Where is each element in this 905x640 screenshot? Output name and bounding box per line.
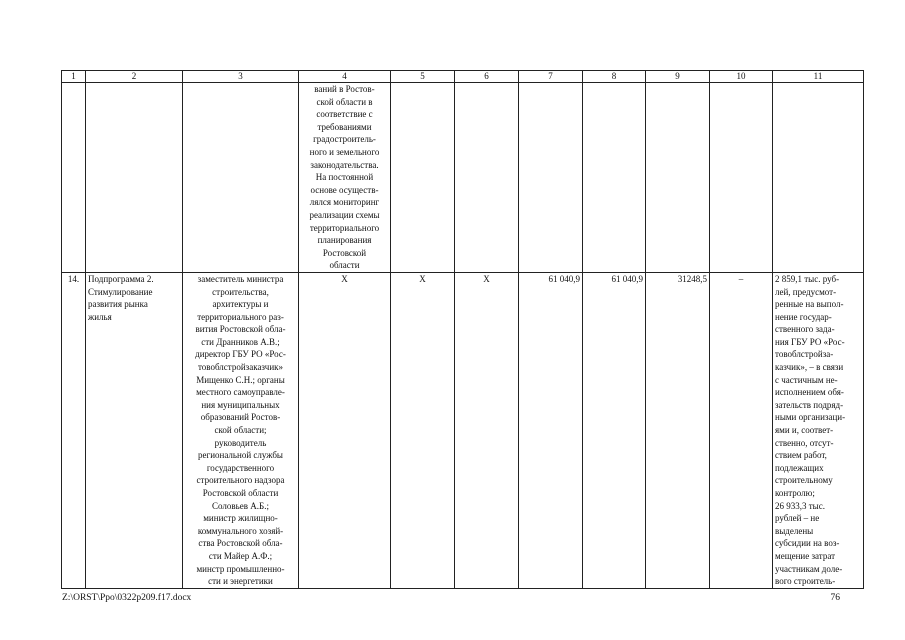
cell-col-7: 61 040,9 — [519, 272, 583, 588]
cell-col-6: Х — [455, 272, 519, 588]
cell-empty — [391, 83, 455, 273]
table-row-continuation — [62, 83, 864, 273]
header-cell-8: 8 — [583, 71, 646, 83]
cell-row-number: 14. — [62, 272, 86, 588]
cell-responsible: заместитель министра строительства, архитектуры и территориального раз- вития Ростовской обла- сти Дранников А.В.; директор ГБУ РО «Рос- товоблстройзаказчик» Мищенко С.Н.; органы местного самоуправле- ния муниципальных образований Ростов- ской области; руководитель региональной службы государственного строительного надзора Ростовской области Соловьев А.Б.; министр жилищно- коммунального хозяй- ства Ростовской обла- сти Майер А.Ф.; минстр промышленно- сти и энергетики — [183, 272, 299, 588]
header-cell-9: 9 — [646, 71, 710, 83]
header-cell-7: 7 — [519, 71, 583, 83]
header-row — [62, 71, 864, 83]
cell-col-10: – — [710, 272, 773, 588]
cell-col-5: Х — [391, 272, 455, 588]
footer-page-number: 76 — [830, 593, 840, 603]
header-cell-1: 1 — [62, 71, 86, 83]
cell-col-8: 61 040,9 — [583, 272, 646, 588]
header-cell-5: 5 — [391, 71, 455, 83]
cell-col-9: 31248,5 — [646, 272, 710, 588]
header-cell-10: 10 — [710, 71, 773, 83]
cell-empty — [646, 83, 710, 273]
header-cell-11: 11 — [773, 71, 864, 83]
cell-empty — [773, 83, 864, 273]
cell-empty — [710, 83, 773, 273]
header-cell-2: 2 — [86, 71, 183, 83]
footer-file-path: Z:\ORST\Ppo\0322p209.f17.docx — [62, 593, 192, 603]
cell-program-name: Подпрограмма 2. Стимулирование развития рынка жилья — [86, 272, 183, 588]
cell-empty — [583, 83, 646, 273]
header-cell-6: 6 — [455, 71, 519, 83]
cell-empty — [183, 83, 299, 273]
cell-col-11: 2 859,1 тыс. руб- лей, предусмот- ренные на выпол- нение государ- ственного зада- ния ГБУ РО «Рос- товоблстройза- казчик», – в связи с частичным не- исполнением обя- зательств подряд- ными организаци- ями и, соответ- ственно, отсут- ствием работ, подлежащих строительному контролю; 26 933,3 тыс. рублей – не выделены субсидии на воз- мещение затрат участникам доле- вого строитель- — [773, 272, 864, 588]
header-cell-4: 4 — [299, 71, 391, 83]
cell-empty — [519, 83, 583, 273]
table-row-14 — [62, 272, 864, 588]
cell-empty — [62, 83, 86, 273]
cell-empty — [86, 83, 183, 273]
header-cell-3: 3 — [183, 71, 299, 83]
report-table — [61, 70, 864, 589]
cell-col-4: Х — [299, 272, 391, 588]
cell-empty — [455, 83, 519, 273]
cell-result-continuation: ваний в Ростов- ской области в соответствие с требованиями градостроитель- ного и земельного законодательства. На постоянной основе осуществ- лялся мониторинг реализации схемы территориального планирования Ростовской области — [299, 83, 391, 273]
